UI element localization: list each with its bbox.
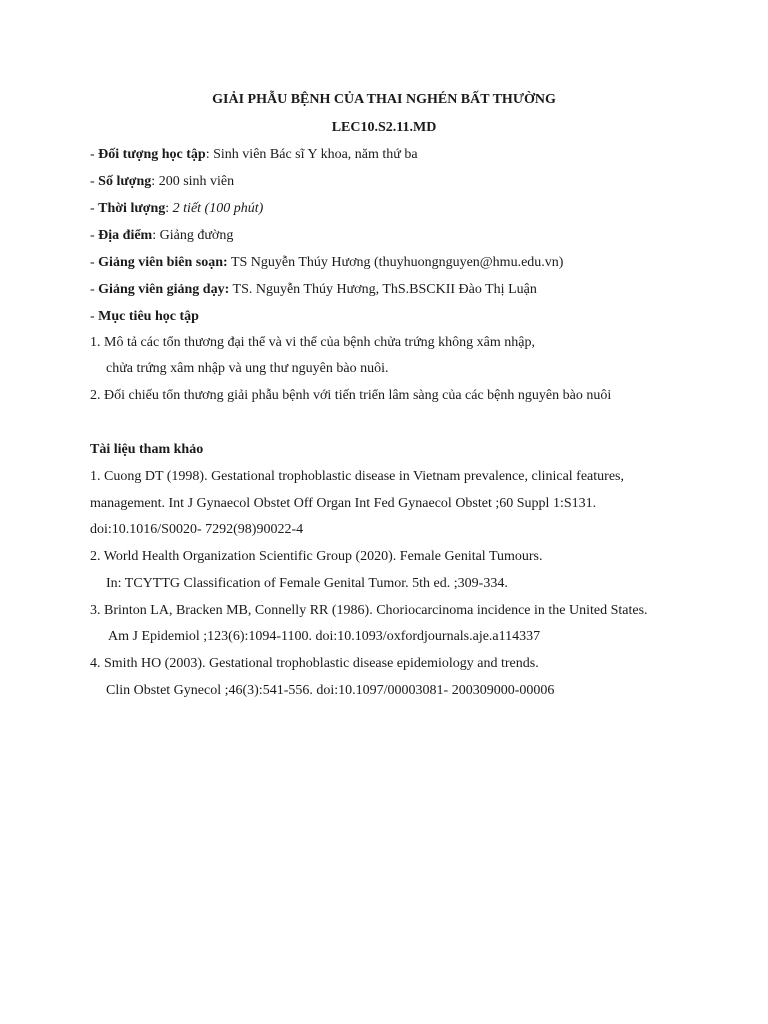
duration-value: 2 tiết (100 phút) xyxy=(172,201,264,216)
audience-value: Sinh viên Bác sĩ Y khoa, năm thứ ba xyxy=(213,147,418,162)
objectives-heading: - Mục tiêu học tập xyxy=(90,309,199,324)
location-value: Giảng đường xyxy=(159,228,234,243)
count-line: - Số lượng: 200 sinh viên xyxy=(90,174,235,189)
author-value: TS Nguyễn Thúy Hương (thuyhuongnguyen@hmu.edu.vn) xyxy=(230,255,564,270)
reference-2-line-2: In: TCYTTG Classification of Female Genital Tumor. 5th ed. ;309-334. xyxy=(106,576,508,591)
lecturer-value: TS. Nguyễn Thúy Hương, ThS.BSCKII Đào Thị Luận xyxy=(232,282,537,297)
objectives-label: Mục tiêu học tập xyxy=(98,309,199,324)
reference-1-line-3: doi:10.1016/S0020- 7292(98)90022-4 xyxy=(90,522,304,537)
duration-label: Thời lượng xyxy=(98,201,166,216)
objective-1-line-2: chửa trứng xâm nhập và ung thư nguyên bào nuôi. xyxy=(106,361,389,376)
audience-label: Đối tượng học tập xyxy=(98,147,206,162)
count-label: Số lượng xyxy=(98,174,152,189)
count-value: 200 sinh viên xyxy=(158,174,235,189)
lecturer-line: - Giảng viên giảng dạy: TS. Nguyễn Thúy Hương, ThS.BSCKII Đào Thị Luận xyxy=(90,282,537,297)
author-line: - Giảng viên biên soạn: TS Nguyễn Thúy Hương (thuyhuongnguyen@hmu.edu.vn) xyxy=(90,255,564,270)
location-line: - Địa điểm: Giảng đường xyxy=(90,228,234,243)
reference-3-line-1: 3. Brinton LA, Bracken MB, Connelly RR (1986). Choriocarcinoma incidence in the United States. xyxy=(90,603,648,618)
references-heading: Tài liệu tham khảo xyxy=(90,442,204,457)
document-title: GIẢI PHẪU BỆNH CỦA THAI NGHÉN BẤT THƯỜNG xyxy=(212,92,556,107)
objective-1-line-1: 1. Mô tả các tổn thương đại thể và vi thể của bệnh chửa trứng không xâm nhập, xyxy=(90,335,535,350)
reference-4-line-1: 4. Smith HO (2003). Gestational trophoblastic disease epidemiology and trends. xyxy=(90,656,539,671)
objective-2: 2. Đối chiếu tổn thương giải phẫu bệnh với tiến triển lâm sàng của các bệnh nguyên bào nuôi xyxy=(90,388,612,403)
document-code: LEC10.S2.11.MD xyxy=(331,120,437,135)
reference-4-line-2: Clin Obstet Gynecol ;46(3):541-556. doi:10.1097/00003081- 200309000-00006 xyxy=(106,683,555,698)
reference-2-line-1: 2. World Health Organization Scientific Group (2020). Female Genital Tumours. xyxy=(90,549,543,564)
audience-line: - Đối tượng học tập: Sinh viên Bác sĩ Y khoa, năm thứ ba xyxy=(90,147,418,162)
duration-line: - Thời lượng: 2 tiết (100 phút) xyxy=(90,201,264,216)
author-label: Giảng viên biên soạn: xyxy=(98,255,228,270)
reference-1-line-1: 1. Cuong DT (1998). Gestational trophoblastic disease in Vietnam prevalence, clinical features, xyxy=(90,469,624,484)
location-label: Địa điểm xyxy=(98,228,153,243)
lecturer-label: Giảng viên giảng dạy: xyxy=(98,282,230,297)
reference-3-line-2: Am J Epidemiol ;123(6):1094-1100. doi:10.1093/oxfordjournals.aje.a114337 xyxy=(108,629,541,644)
reference-1-line-2: management. Int J Gynaecol Obstet Off Organ Int Fed Gynaecol Obstet ;60 Suppl 1:S131. xyxy=(90,496,597,511)
